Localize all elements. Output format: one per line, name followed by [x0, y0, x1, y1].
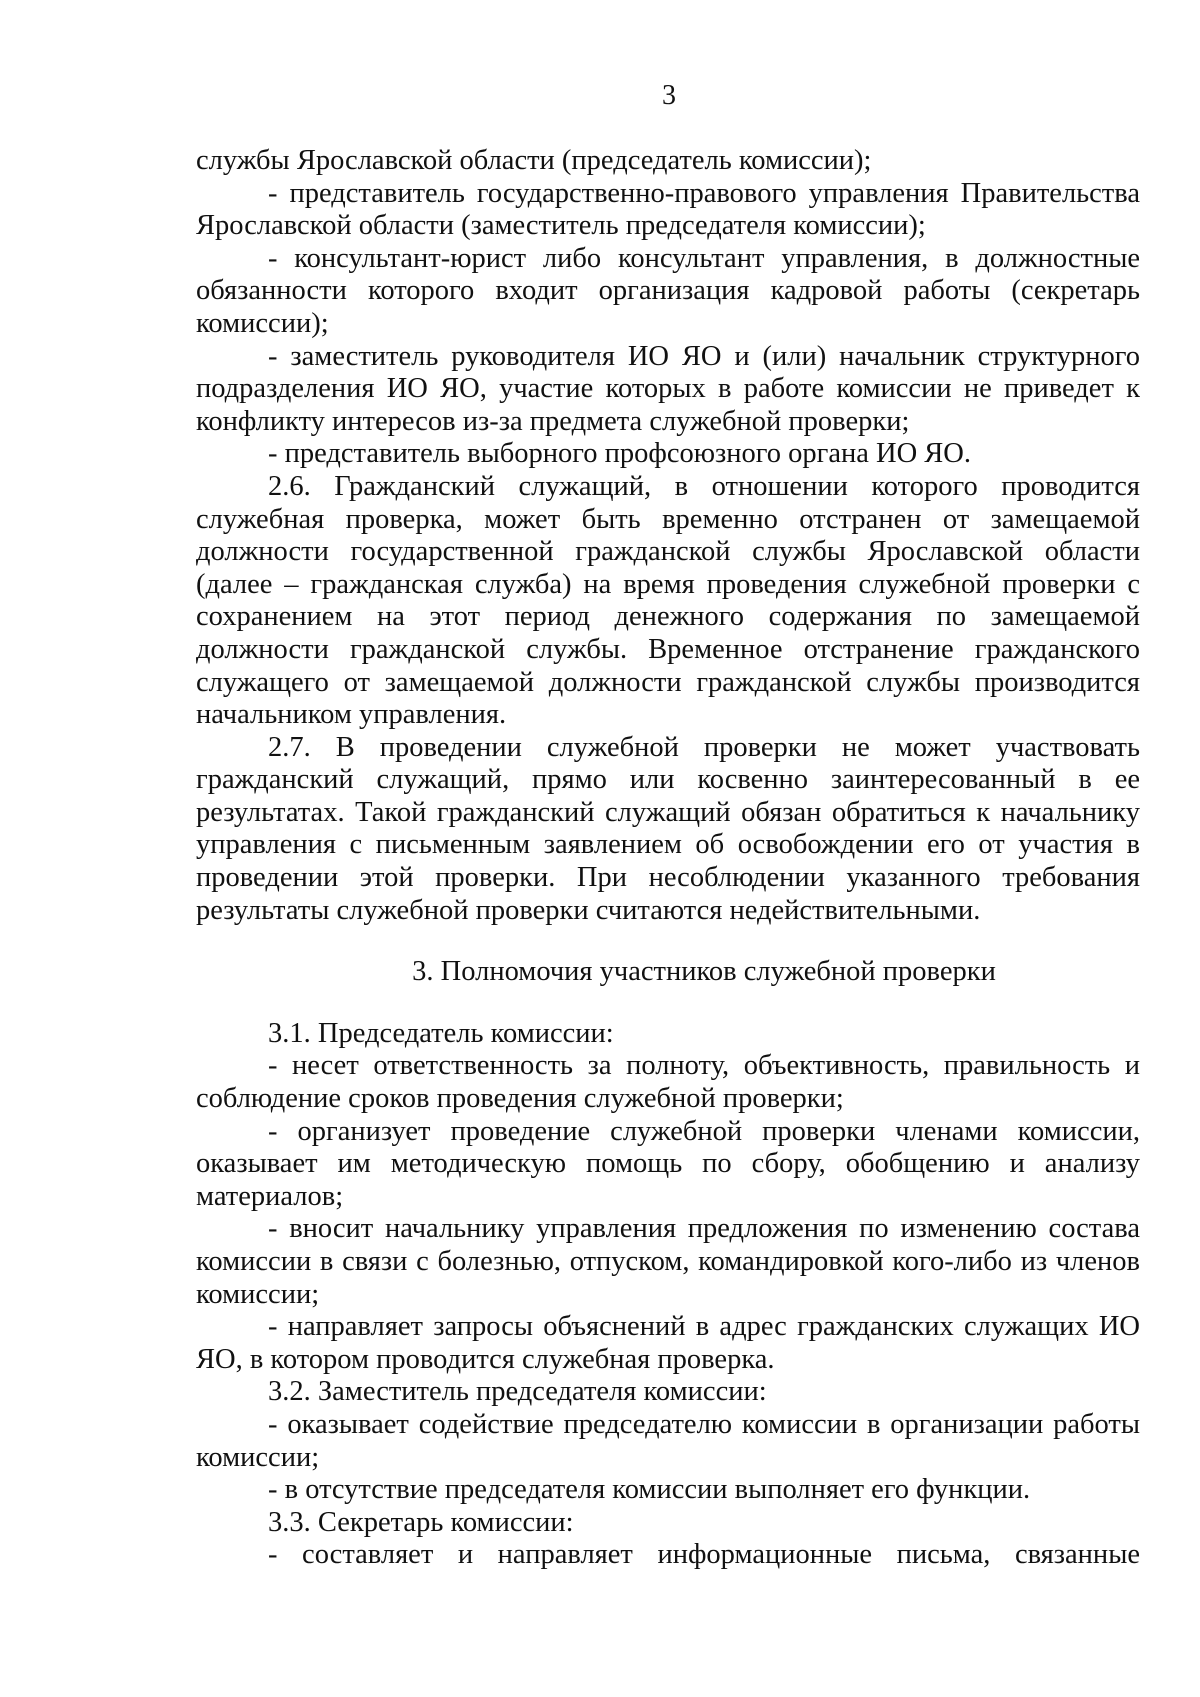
paragraph: 3.3. Секретарь комиссии: — [268, 1506, 574, 1538]
paragraph: - направляет запросы объяснений в адрес гражданских служащих ИО ЯО, в котором проводится служебная проверка. — [196, 1311, 1140, 1375]
paragraph: - в отсутствие председателя комиссии выполняет его функции. — [268, 1474, 1031, 1506]
page-number: 3 — [662, 80, 676, 111]
paragraph: 2.6. Гражданский служащий, в отношении которого проводится служебная проверка, может быть временно отстранен от замещаемой должности государственной гражданской службы Ярославской области (далее – гражданская служба) на время проведения служебной проверки с сохранением на этот период денежного содержания по замещаемой должности гражданской службы. Временное отстранение гражданского служащего от замещаемой должности гражданской службы производится начальником управления. — [196, 470, 1140, 731]
paragraph: - оказывает содействие председателю комиссии в организации работы комиссии; — [196, 1408, 1140, 1473]
paragraph: - организует проведение служебной проверки членами комиссии, оказывает им методическую помощь по сбору, обобщению и анализу материалов; — [196, 1115, 1140, 1212]
paragraph: 3.2. Заместитель председателя комиссии: — [268, 1376, 767, 1408]
paragraph: - составляет и направляет информационные письма, связанные — [268, 1539, 1140, 1571]
document-body — [196, 145, 1140, 1572]
paragraph: - вносит начальнику управления предложения по изменению состава комиссии в связи с болезнью, отпуском, командировкой кого-либо из членов комиссии; — [196, 1213, 1140, 1310]
paragraph: - консультант-юрист либо консультант управления, в должностные обязанности которого входит организация кадровой работы (секретарь комиссии); — [196, 242, 1140, 339]
paragraph: - несет ответственность за полноту, объективность, правильность и соблюдение сроков проведения служебной проверки; — [196, 1050, 1140, 1115]
paragraph: - заместитель руководителя ИО ЯО и (или) начальник структурного подразделения ИО ЯО, участие которых в работе комиссии не приведет к конфликту интересов из-за предмета служебной проверки; — [196, 340, 1140, 437]
section-3-heading: 3. Полномочия участников служебной проверки — [412, 956, 996, 988]
section-2-continuation — [196, 145, 1140, 927]
paragraph: службы Ярославской области (председатель комиссии); — [196, 145, 872, 176]
paragraph: 2.7. В проведении служебной проверки не может участвовать гражданский служащий, прямо или косвенно заинтересованный в ее результатах. Такой гражданский служащий обязан обратиться к начальнику управления с письменным заявлением об освобождении его от участия в проведении этой проверки. При несоблюдении указанного требования результаты служебной проверки считаются недействительными. — [196, 731, 1140, 926]
paragraph: - представитель выборного профсоюзного органа ИО ЯО. — [268, 438, 972, 470]
section-3 — [196, 1018, 1140, 1572]
paragraph: - представитель государственно-правового управления Правительства Ярославской области (заместитель председателя комиссии); — [196, 177, 1140, 242]
paragraph: 3.1. Председатель комиссии: — [268, 1017, 614, 1049]
